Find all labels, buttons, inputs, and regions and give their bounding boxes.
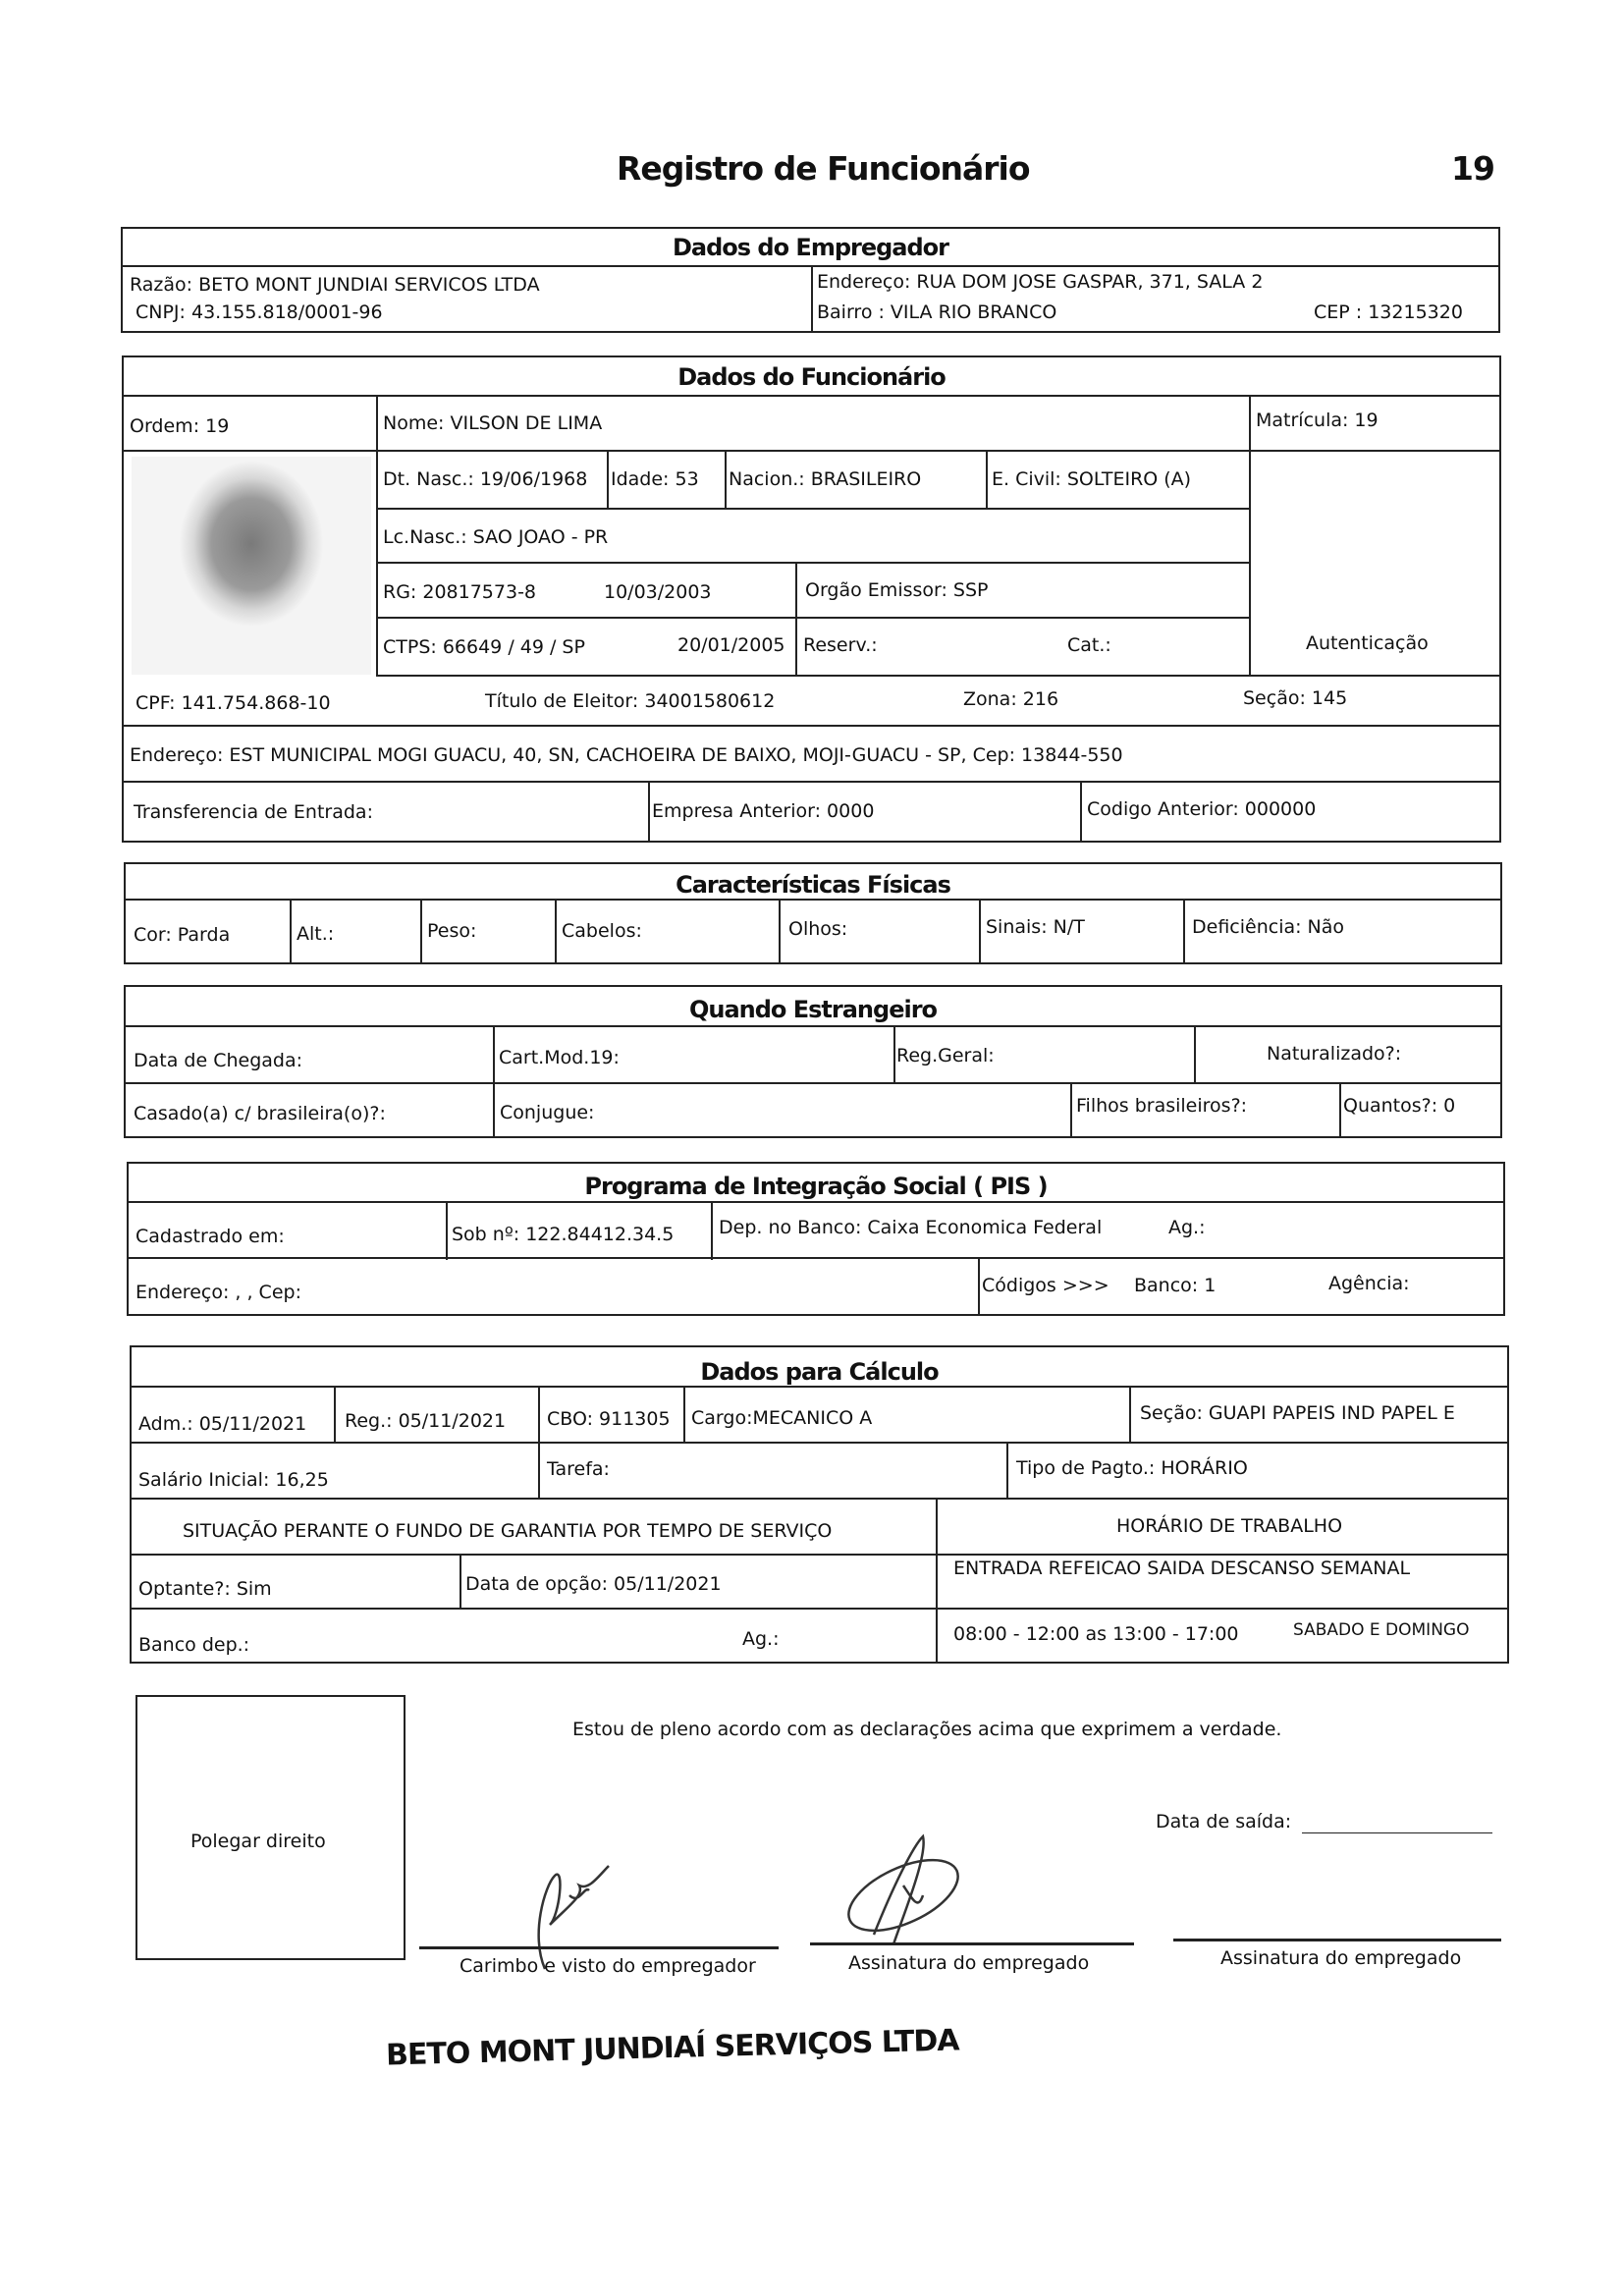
pis-agency: Ag.: xyxy=(1168,1217,1206,1238)
divider xyxy=(648,781,650,843)
employee-birthdate: Dt. Nasc.: 19/06/1968 xyxy=(383,468,588,490)
physical-section-title: Características Físicas xyxy=(676,871,950,899)
employer-bairro: Bairro : VILA RIO BRANCO xyxy=(817,301,1057,323)
employee-rg-date: 10/03/2003 xyxy=(604,581,712,603)
employee-reservista: Reserv.: xyxy=(803,634,878,656)
divider xyxy=(986,450,988,509)
employee-ordem: Ordem: 19 xyxy=(130,415,230,437)
divider xyxy=(122,450,1501,452)
pis-section-title: Programa de Integração Social ( PIS ) xyxy=(584,1173,1048,1200)
divider xyxy=(1339,1082,1341,1138)
calc-section-title: Dados para Cálculo xyxy=(700,1358,939,1386)
employee-civil-status: E. Civil: SOLTEIRO (A) xyxy=(992,468,1192,490)
foreign-section-title: Quando Estrangeiro xyxy=(688,996,938,1023)
employee-signature-line xyxy=(810,1942,1134,1945)
divider xyxy=(290,899,292,964)
divider xyxy=(893,1025,895,1082)
divider xyxy=(376,395,378,676)
divider xyxy=(122,781,1501,783)
divider xyxy=(1183,899,1185,964)
employer-address: Endereço: RUA DOM JOSE GASPAR, 371, SALA 2 xyxy=(817,271,1264,293)
employee-birthplace: Lc.Nasc.: SAO JOAO - PR xyxy=(383,526,609,548)
married-to-brazilian: Casado(a) c/ brasileira(o)?: xyxy=(134,1103,386,1124)
fgts-option-date: Data de opção: 05/11/2021 xyxy=(465,1573,722,1595)
employer-signature-label: Carimbo e visto do empregador xyxy=(460,1955,756,1977)
employee-ctps: CTPS: 66649 / 49 / SP xyxy=(383,636,585,658)
reg-geral: Reg.Geral: xyxy=(896,1045,995,1066)
declaration-text: Estou de pleno acordo com as declarações acima que exprimem a verdade. xyxy=(572,1719,1282,1740)
divider xyxy=(460,1554,461,1609)
payment-type: Tipo de Pagto.: HORÁRIO xyxy=(1016,1457,1248,1479)
pis-registered-on: Cadastrado em: xyxy=(135,1226,285,1247)
skin-color: Cor: Parda xyxy=(134,924,231,946)
divider xyxy=(1129,1386,1131,1443)
divider xyxy=(446,1201,448,1260)
divider xyxy=(979,899,981,964)
divider xyxy=(1249,395,1251,676)
department: Seção: GUAPI PAPEIS IND PAPEL E xyxy=(1140,1402,1455,1424)
divider xyxy=(1006,1442,1008,1498)
divider xyxy=(376,617,1249,619)
previous-code: Codigo Anterior: 000000 xyxy=(1087,798,1317,820)
divider xyxy=(122,395,1501,397)
employer-razao: Razão: BETO MONT JUNDIAI SERVICOS LTDA xyxy=(130,274,540,296)
pis-agency-code: Agência: xyxy=(1328,1273,1410,1294)
brazilian-children: Filhos brasileiros?: xyxy=(1076,1095,1248,1117)
registration-date: Reg.: 05/11/2021 xyxy=(345,1410,507,1432)
divider xyxy=(130,1498,1509,1500)
divider xyxy=(376,562,1249,564)
employee-voter-id: Título de Eleitor: 34001580612 xyxy=(485,690,776,712)
employee-voter-section: Seção: 145 xyxy=(1243,687,1348,709)
employee-category: Cat.: xyxy=(1067,634,1111,656)
employee-nationality: Nacion.: BRASILEIRO xyxy=(729,468,922,490)
divider xyxy=(711,1201,713,1260)
transfer-entry: Transferencia de Entrada: xyxy=(134,801,373,823)
cbo-code: CBO: 911305 xyxy=(547,1408,671,1430)
spouse: Conjugue: xyxy=(500,1102,595,1123)
calc-section xyxy=(130,1345,1509,1664)
divider xyxy=(130,1608,1509,1610)
arrival-date: Data de Chegada: xyxy=(134,1050,303,1071)
divider xyxy=(130,1554,1509,1556)
pis-codes-label: Códigos >>> xyxy=(982,1275,1109,1296)
divider xyxy=(124,899,1502,901)
divider xyxy=(978,1257,980,1316)
divider xyxy=(127,1257,1505,1259)
eyes: Olhos: xyxy=(788,918,848,940)
children-count: Quantos?: 0 xyxy=(1343,1095,1456,1117)
work-schedule-title: HORÁRIO DE TRABALHO xyxy=(1116,1515,1343,1537)
task: Tarefa: xyxy=(547,1458,610,1480)
divider xyxy=(936,1498,938,1664)
thumbprint-label: Polegar direito xyxy=(190,1831,326,1852)
employee-cpf: CPF: 141.754.868-10 xyxy=(135,692,331,714)
employer-signature-line xyxy=(419,1946,779,1949)
previous-company: Empresa Anterior: 0000 xyxy=(652,800,875,822)
employee-orgao-emissor: Orgão Emissor: SSP xyxy=(805,579,989,601)
admission-date: Adm.: 05/11/2021 xyxy=(138,1413,307,1435)
page-title: Registro de Funcionário xyxy=(617,149,1030,188)
divider xyxy=(376,508,1249,510)
employee-signature-label-2: Assinatura do empregado xyxy=(1220,1947,1462,1969)
job-title: Cargo:MECANICO A xyxy=(691,1407,873,1429)
employee-signature-label: Assinatura do empregado xyxy=(848,1952,1090,1974)
divider xyxy=(127,1201,1505,1203)
divider xyxy=(1080,781,1082,843)
height: Alt.: xyxy=(297,923,335,945)
divider xyxy=(376,675,1501,677)
naturalized: Naturalizado?: xyxy=(1267,1043,1402,1065)
schedule-hours: 08:00 - 12:00 as 13:00 - 17:00 xyxy=(953,1623,1239,1645)
employee-signature-line-2 xyxy=(1173,1939,1501,1941)
employee-age: Idade: 53 xyxy=(611,468,699,490)
employee-address: Endereço: EST MUNICIPAL MOGI GUACU, 40, SN, CACHOEIRA DE BAIXO, MOJI-GUACU - SP, Cep: 13844-550 xyxy=(130,744,1123,766)
divider xyxy=(811,265,813,333)
employee-name: Nome: VILSON DE LIMA xyxy=(383,412,603,434)
divider xyxy=(1194,1025,1196,1082)
exit-date-label: Data de saída: xyxy=(1156,1811,1292,1832)
deposit-agency: Ag.: xyxy=(742,1628,780,1650)
divider xyxy=(122,725,1501,727)
divider xyxy=(124,1025,1502,1027)
divider xyxy=(420,899,422,964)
thumbprint-box xyxy=(135,1695,406,1960)
hair: Cabelos: xyxy=(562,920,642,942)
divider xyxy=(683,1386,685,1443)
employee-matricula: Matrícula: 19 xyxy=(1256,410,1379,431)
divider xyxy=(555,899,557,964)
divider xyxy=(795,562,797,676)
exit-date-field[interactable] xyxy=(1302,1832,1492,1833)
deposit-bank: Banco dep.: xyxy=(138,1634,250,1656)
initial-salary: Salário Inicial: 16,25 xyxy=(138,1469,329,1491)
weekly-rest-days: SABADO E DOMINGO xyxy=(1293,1620,1470,1640)
divider xyxy=(124,1082,1502,1084)
employee-photo xyxy=(132,457,371,675)
divider xyxy=(1070,1082,1072,1138)
disability: Deficiência: Não xyxy=(1192,916,1345,938)
divider xyxy=(779,899,781,964)
pis-number: Sob nº: 122.84412.34.5 xyxy=(452,1224,675,1245)
page-number: 19 xyxy=(1451,149,1494,188)
divider xyxy=(130,1386,1509,1388)
employer-cep: CEP : 13215320 xyxy=(1314,301,1463,323)
divider xyxy=(130,1442,1509,1444)
schedule-headers: ENTRADA REFEICAO SAIDA DESCANSO SEMANAL xyxy=(953,1558,1411,1579)
pis-bank: Dep. no Banco: Caixa Economica Federal xyxy=(719,1217,1103,1238)
employer-section-title: Dados do Empregador xyxy=(672,234,949,261)
employee-voter-zone: Zona: 216 xyxy=(963,688,1059,710)
employer-cnpj: CNPJ: 43.155.818/0001-96 xyxy=(135,301,383,323)
pis-address: Endereço: , , Cep: xyxy=(135,1282,301,1303)
weight: Peso: xyxy=(427,920,477,942)
divider xyxy=(334,1386,336,1443)
fgts-title: SITUAÇÃO PERANTE O FUNDO DE GARANTIA POR TEMPO DE SERVIÇO xyxy=(183,1520,833,1542)
pis-bank-code: Banco: 1 xyxy=(1134,1275,1217,1296)
divider xyxy=(607,450,609,509)
employee-section-title: Dados do Funcionário xyxy=(677,363,946,391)
authentication-label: Autenticação xyxy=(1306,632,1429,654)
fgts-optant: Optante?: Sim xyxy=(138,1578,272,1600)
marks: Sinais: N/T xyxy=(986,916,1085,938)
company-stamp: BETO MONT JUNDIAÍ SERVIÇOS LTDA xyxy=(385,2023,959,2073)
employee-rg: RG: 20817573-8 xyxy=(383,581,537,603)
employee-ctps-date: 20/01/2005 xyxy=(677,634,785,656)
divider xyxy=(725,450,727,509)
cart-mod-19: Cart.Mod.19: xyxy=(499,1047,620,1068)
